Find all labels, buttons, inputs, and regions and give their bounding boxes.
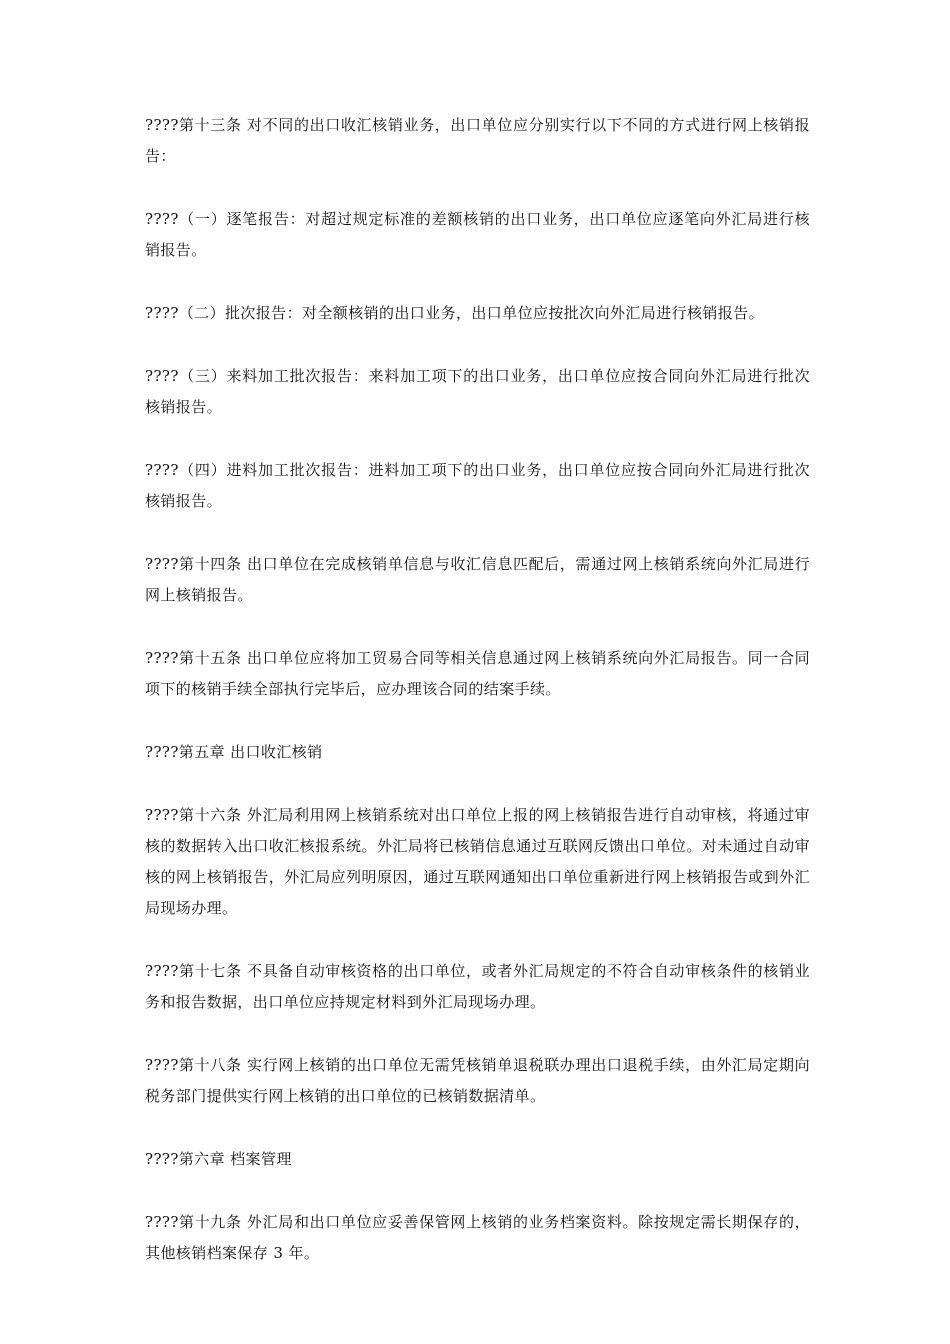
item-2-paragraph: ????（二）批次报告：对全额核销的出口业务，出口单位应按批次向外汇局进行核销报告。 <box>145 304 764 322</box>
article-16-paragraph: ????第十六条 外汇局利用网上核销系统对出口单位上报的网上核销报告进行自动审核，将通过审核的数据转入出口收汇核报系统。外汇局将已核销信息通过互联网反馈出口单位。对未通过自动审核的网上核销报告，外汇局应列明原因，通过互联网通知出口单位重新进行网上核销报告或到外汇局现场办理。 <box>145 806 810 917</box>
article-14-paragraph: ????第十四条 出口单位在完成核销单信息与收汇信息匹配后，需通过网上核销系统向外汇局进行网上核销报告。 <box>145 555 810 604</box>
item-4-paragraph: ????（四）进料加工批次报告：进料加工项下的出口业务，出口单位应按合同向外汇局进行批次核销报告。 <box>145 461 810 510</box>
item-1-paragraph: ????（一）逐笔报告：对超过规定标准的差额核销的出口业务，出口单位应逐笔向外汇局进行核销报告。 <box>145 210 810 259</box>
article-13-paragraph: ????第十三条 对不同的出口收汇核销业务，出口单位应分别实行以下不同的方式进行网上核销报告： <box>145 116 810 165</box>
article-18-paragraph: ????第十八条 实行网上核销的出口单位无需凭核销单退税联办理出口退税手续，由外汇局定期向税务部门提供实行网上核销的出口单位的已核销数据清单。 <box>145 1056 810 1105</box>
document-body <box>145 110 810 1301</box>
item-3-paragraph: ????（三）来料加工批次报告：来料加工项下的出口业务，出口单位应按合同向外汇局进行批次核销报告。 <box>145 367 810 416</box>
chapter-5-heading: ????第五章 出口收汇核销 <box>145 743 323 761</box>
article-19-paragraph: ????第十九条 外汇局和出口单位应妥善保管网上核销的业务档案资料。除按规定需长期保存的，其他核销档案保存 3 年。 <box>145 1213 810 1262</box>
article-17-paragraph: ????第十七条 不具备自动审核资格的出口单位，或者外汇局规定的不符合自动审核条件的核销业务和报告数据，出口单位应持规定材料到外汇局现场办理。 <box>145 962 810 1011</box>
chapter-6-heading: ????第六章 档案管理 <box>145 1150 292 1168</box>
article-15-paragraph: ????第十五条 出口单位应将加工贸易合同等相关信息通过网上核销系统向外汇局报告。同一合同项下的核销手续全部执行完毕后，应办理该合同的结案手续。 <box>145 649 810 698</box>
